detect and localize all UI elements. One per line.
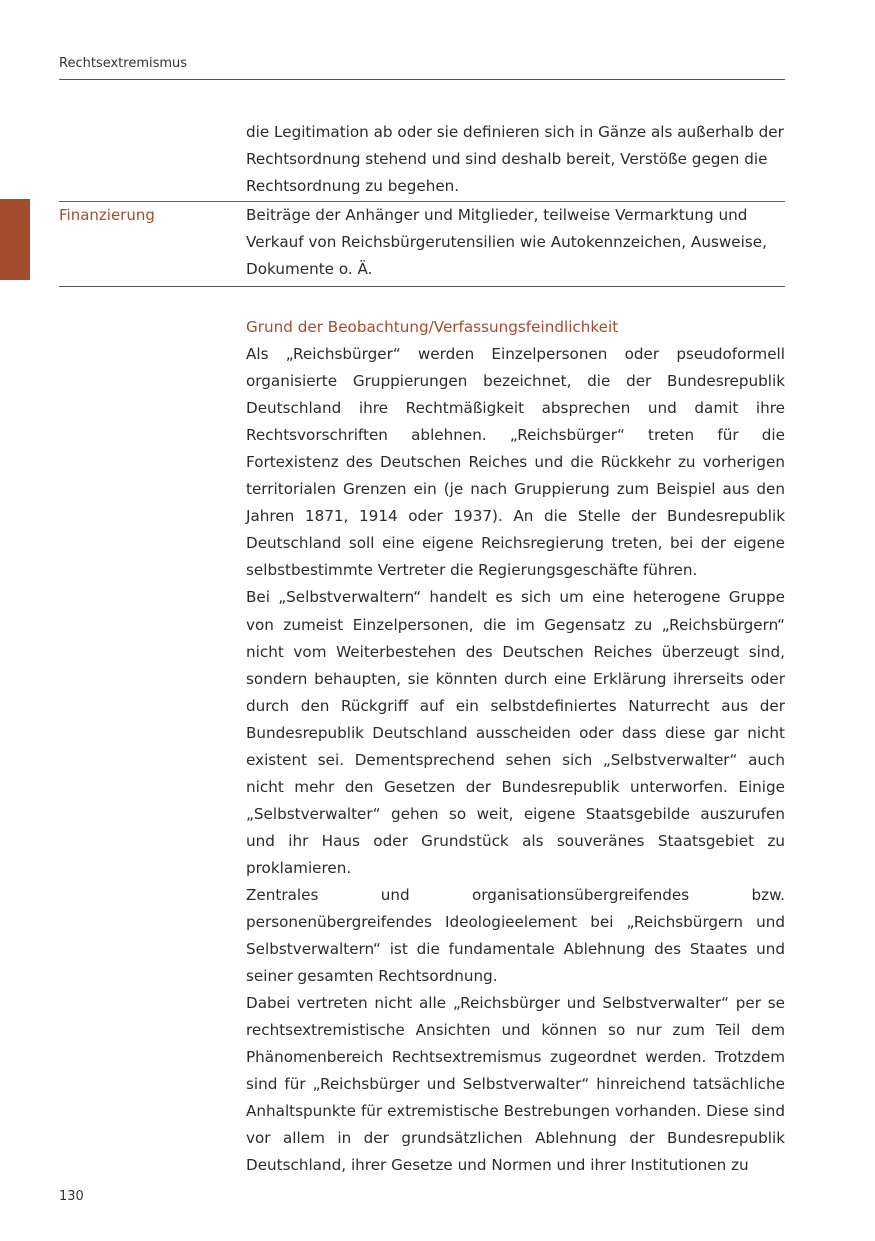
section-body — [246, 314, 785, 1180]
page-number: 130 — [59, 1189, 84, 1204]
body-paragraph: Zentrales und organisationsübergreifendes bzw. personenübergreifendes Ideologieelement bei „Reichsbürgern und Selbstverwaltern“ ist die fundamentale Ablehnung des Staates und seiner gesamten Rechtsordnung. — [246, 885, 785, 986]
header-rule — [59, 79, 785, 80]
chapter-marker-tab — [0, 199, 30, 280]
section-heading: Grund der Beobachtung/Verfassungsfeindlichkeit — [246, 318, 619, 336]
table-row-continuation — [59, 119, 785, 202]
financing-label: Finanzierung — [59, 206, 155, 224]
running-head-title: Rechtsextremismus — [59, 56, 188, 71]
financing-text: Beiträge der Anhänger und Mitglieder, teilweise Vermarktung und Verkauf von Reichsbürgerutensilien wie Autokennzeichen, Ausweise, Dokumente o. Ä. — [246, 206, 767, 278]
body-paragraph: Dabei vertreten nicht alle „Reichsbürger und Selbstverwalter“ per se rechtsextremistische Ansichten und können so nur zum Teil dem Phänomenbereich Rechtsextremismus zugeordnet werden. Trotzdem sind für „Reichsbürger und Selbstverwalter“ hinreichend tatsächliche Anhaltspunkte für extremistische Bestrebungen vorhanden. Diese sind vor allem in der grundsätzlichen Ablehnung der Bundesrepublik Deutschland, ihrer Gesetze und Normen und ihrer Institutionen zu — [246, 994, 785, 1175]
body-paragraph: Bei „Selbstverwaltern“ handelt es sich um eine heterogene Gruppe von zumeist Einzelpersonen, die im Gegensatz zu „Reichsbürgern“ nicht vom Weiterbestehen des Deutschen Reiches überzeugt sind, sondern behaupten, sie könnten durch eine Erklärung ihrerseits oder durch den Rückgriff auf ein selbstdefiniertes Naturrecht aus der Bundesrepublik Deutschland ausscheiden oder dass diese gar nicht existent sei. Dementsprechend sehen sich „Selbstverwalter“ auch nicht mehr den Gesetzen der Bundesrepublik unterworfen. Einige „Selbstverwalter“ gehen so weit, eigene Staatsgebilde auszurufen und ihr Haus oder Grundstück als souveränes Staatsgebiet zu proklamieren. — [246, 588, 785, 877]
profile-table — [59, 119, 785, 287]
body-paragraph: Als „Reichsbürger“ werden Einzelpersonen oder pseudoformell organisierte Gruppierungen bezeichnet, die der Bundesrepublik Deutschland ihre Rechtmäßigkeit absprechen und damit ihre Rechtsvorschriften ablehnen. „Reichsbürger“ treten für die Fortexistenz des Deutschen Reiches und die Rückkehr zu vorherigen territorialen Grenzen ein (je nach Gruppierung zum Beispiel aus den Jahren 1871, 1914 oder 1937). An die Stelle der Bundesrepublik Deutschland soll eine eigene Reichsregierung treten, bei der eigene selbstbestimmte Vertreter die Regierungsgeschäfte führen. — [246, 345, 785, 580]
table-label-empty — [59, 119, 246, 200]
continuation-text: die Legitimation ab oder sie definieren sich in Gänze als außerhalb der Rechtsordnung stehend und sind deshalb bereit, Verstöße gegen die Rechtsordnung zu begehen. — [246, 123, 784, 195]
table-row-financing — [59, 202, 785, 287]
